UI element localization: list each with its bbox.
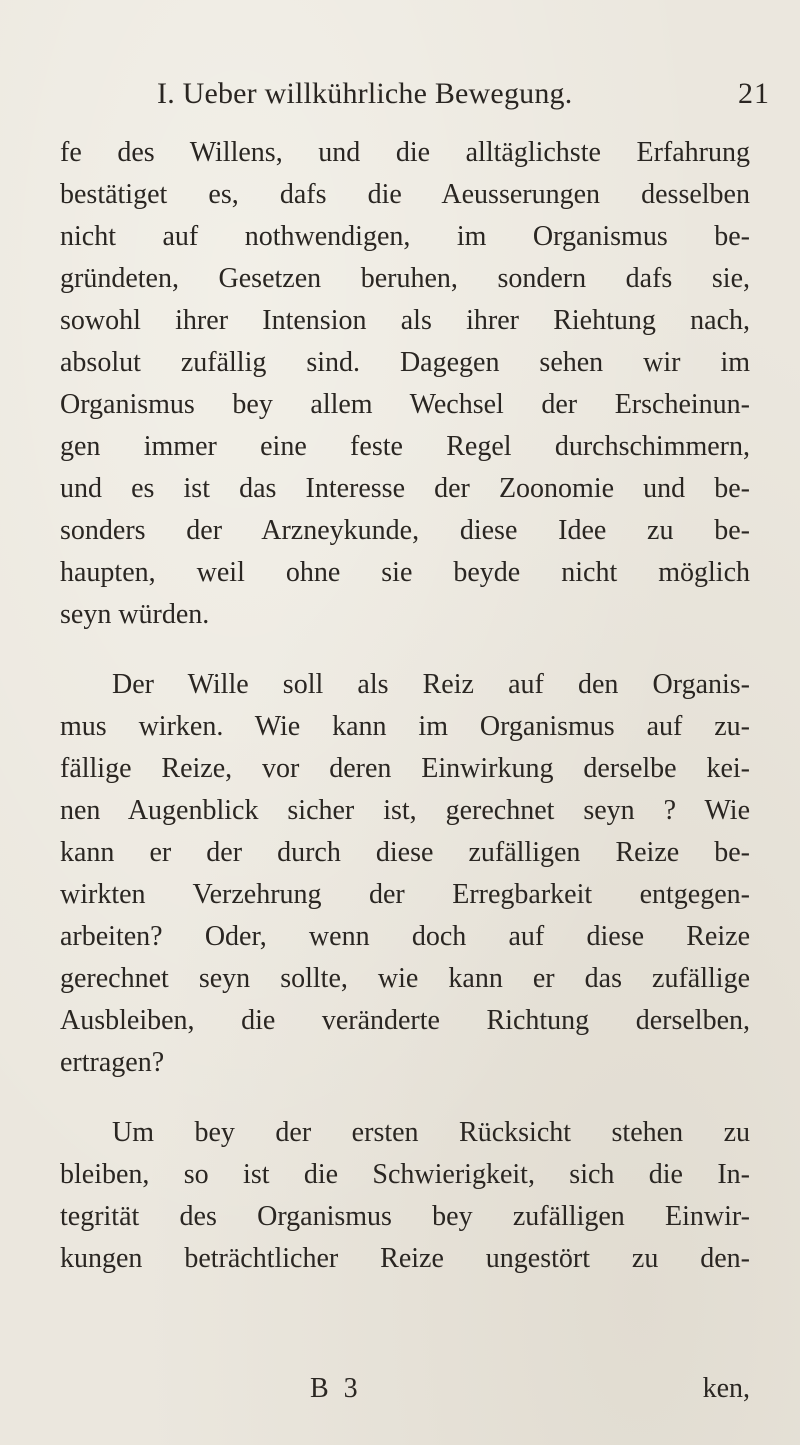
text-line: absolut zufällig sind. Dagegen sehen wir im	[60, 347, 750, 378]
text-line: kungen beträchtlicher Reize ungestört zu den-	[60, 1243, 750, 1274]
text-line: wirkten Verzehrung der Erregbarkeit entgegen-	[60, 879, 750, 910]
text-line: mus wirken. Wie kann im Organismus auf zu-	[60, 711, 750, 742]
page-number: 21	[738, 77, 770, 110]
text-line: Organismus bey allem Wechsel der Erscheinun-	[60, 389, 750, 420]
text-line: sowohl ihrer Intension als ihrer Riehtung nach,	[60, 305, 750, 336]
paragraph-gap	[60, 636, 750, 664]
paragraph-2	[60, 664, 750, 1084]
text-line: nicht auf nothwendigen, im Organismus be-	[60, 221, 750, 252]
text-line: Ausbleiben, die veränderte Richtung derselben,	[60, 1005, 750, 1036]
signature-mark: B 3	[310, 1373, 362, 1404]
text-line: Der Wille soll als Reiz auf den Organis-	[112, 669, 750, 700]
text-line: kann er der durch diese zufälligen Reize be-	[60, 837, 750, 868]
text-line: gerechnet seyn sollte, wie kann er das zufällige	[60, 963, 750, 994]
text-line: fe des Willens, und die alltäglichste Erfahrung	[60, 137, 750, 168]
text-line: fällige Reize, vor deren Einwirkung derselbe kei-	[60, 753, 750, 784]
text-line: sonders der Arzneykunde, diese Idee zu be-	[60, 515, 750, 546]
page-header	[60, 72, 770, 116]
text-line: arbeiten? Oder, wenn doch auf diese Reize	[60, 921, 750, 952]
text-line: nen Augenblick sicher ist, gerechnet seyn ? Wie	[60, 795, 750, 826]
paragraph-3	[60, 1112, 750, 1280]
text-line: gen immer eine feste Regel durchschimmern,	[60, 431, 750, 462]
text-line: und es ist das Interesse der Zoonomie und be-	[60, 473, 750, 504]
text-line: bleiben, so ist die Schwierigkeit, sich die In-	[60, 1159, 750, 1190]
text-line: bestätiget es, dafs die Aeusserungen desselben	[60, 179, 750, 210]
catchword: ken,	[702, 1373, 750, 1404]
text-line: gründeten, Gesetzen beruhen, sondern dafs sie,	[60, 263, 750, 294]
page-footer	[60, 1368, 750, 1410]
paragraph-gap	[60, 1084, 750, 1112]
body-text	[60, 132, 750, 1280]
text-line: Um bey der ersten Rücksicht stehen zu	[112, 1117, 750, 1148]
text-line: tegrität des Organismus bey zufälligen Einwir-	[60, 1201, 750, 1232]
paragraph-1	[60, 132, 750, 636]
text-line: seyn würden.	[60, 599, 210, 630]
running-title: I. Ueber willkührliche Bewegung.	[157, 77, 573, 110]
text-line: haupten, weil ohne sie beyde nicht möglich	[60, 557, 750, 588]
text-line: ertragen?	[60, 1047, 165, 1078]
